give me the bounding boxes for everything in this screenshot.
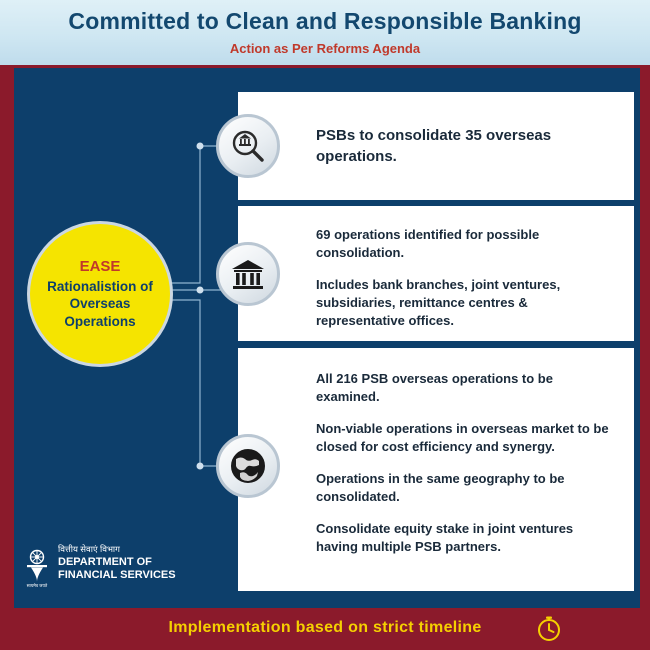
- right-accent-strip: [640, 68, 650, 608]
- card-2: [238, 206, 634, 341]
- clock-icon: [534, 614, 564, 644]
- card-2-paragraph-1: 69 operations identified for possible consolidation.: [316, 227, 540, 260]
- dfs-line-2: FINANCIAL SERVICES: [58, 569, 176, 581]
- card-3-paragraph-2: Non-viable operations in overseas market to be closed for cost efficiency and synergy.: [316, 420, 609, 454]
- ashoka-emblem-icon: [22, 544, 52, 590]
- card-3-text: [316, 370, 618, 556]
- card-1-paragraph-1: PSBs to consolidate 35 overseas operations.: [316, 127, 552, 165]
- card-3-paragraph-3: Operations in the same geography to be consolidated.: [316, 470, 565, 504]
- card-1-text: [316, 126, 618, 167]
- dfs-logo: [22, 542, 212, 594]
- dfs-line-1: DEPARTMENT OF: [58, 556, 152, 568]
- dfs-hindi-label: वित्तीय सेवाएं विभाग: [58, 544, 120, 554]
- card-3-paragraph-4: Consolidate equity stake in joint ventures having multiple PSB partners.: [316, 520, 574, 554]
- card-3-paragraph-1: All 216 PSB overseas operations to be examined.: [316, 371, 553, 404]
- bank-building-icon: [216, 242, 280, 306]
- card-3: [238, 348, 634, 591]
- ease-title: EASE: [79, 258, 121, 276]
- ease-subtitle: Rationalistion of Overseas Operations: [47, 279, 153, 329]
- left-accent-strip: [0, 68, 14, 608]
- footer-banner: [0, 608, 650, 650]
- svg-text:सत्यमेव जयते: सत्यमेव जयते: [26, 583, 48, 588]
- magnifier-bank-icon: [216, 114, 280, 178]
- card-1: [238, 92, 634, 200]
- globe-icon: [216, 434, 280, 498]
- page-title: Committed to Clean and Responsible Banking: [68, 8, 582, 34]
- header-banner: [0, 0, 650, 68]
- card-2-text: [316, 226, 618, 330]
- ease-center-node: [30, 224, 170, 364]
- page-subtitle: Action as Per Reforms Agenda: [229, 41, 421, 56]
- card-2-paragraph-2: Includes bank branches, joint ventures, subsidiaries, remittance centres & representative offices.: [316, 276, 561, 328]
- footer-text: Implementation based on strict timeline: [168, 619, 482, 636]
